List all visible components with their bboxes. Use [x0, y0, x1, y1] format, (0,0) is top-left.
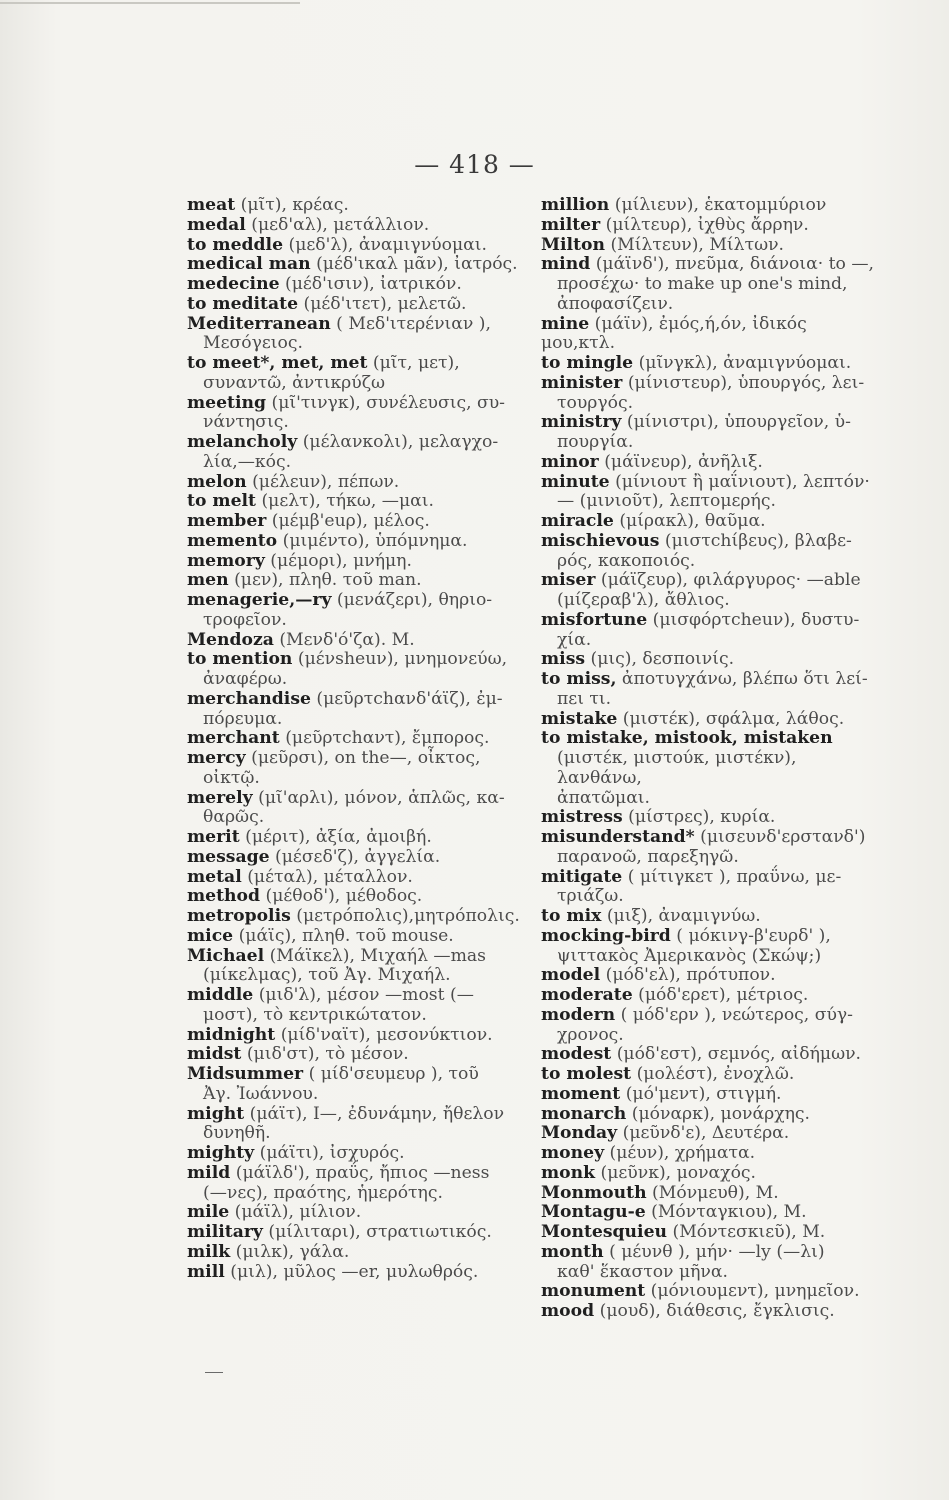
entry-headword: mischievous [541, 530, 660, 551]
entry-headword: mitigate [541, 866, 623, 887]
entry-definition: (μῖνγκλ), ἀναμιγνύομαι. [638, 353, 852, 373]
entry-headword: moderate [541, 985, 633, 1005]
entry-definition: (μῖ'τινγκ), συνέλευσις, συ- [271, 392, 505, 413]
entry-headword: Montagu-e [541, 1202, 646, 1223]
entry-definition: (μέμορι), μνήμη. [270, 550, 412, 571]
dictionary-entry [541, 1085, 881, 1105]
dictionary-entry [187, 315, 527, 355]
entry-headword: modest [541, 1044, 612, 1065]
entry-headword: Monday [541, 1123, 618, 1144]
entry-definition: (μισφόρτcheuν), δυστυ- [652, 609, 860, 630]
entry-continuation: πόρευμα. [203, 708, 283, 729]
entry-definition: (μέσεδ'ζ), ἀγγελία. [275, 846, 441, 867]
dictionary-entry [187, 729, 527, 749]
entry-definition: (μέλανκολι), μελαγχο- [302, 432, 499, 452]
entry-definition: (μῖτ), κρέας. [240, 195, 349, 215]
entry-headword: mood [541, 1301, 595, 1321]
dictionary-entry [541, 1184, 881, 1204]
entry-headword: Mediterranean [187, 313, 331, 334]
entry-headword: to mix [541, 906, 602, 926]
entry-continuation: — (μινιοῦτ), λεπτομερής. [557, 491, 776, 512]
dictionary-entry [541, 413, 881, 453]
dictionary-entry [187, 789, 527, 829]
entry-headword: medal [187, 214, 246, 235]
entry-definition: (Μόνταγκιου), Μ. [651, 1202, 807, 1223]
entry-definition: (μένsheuν), μνημονεύω, [297, 649, 508, 670]
entry-definition: ( Μεδ'ιτερένιαν ), [336, 313, 491, 334]
entry-headword: money [541, 1143, 605, 1163]
dictionary-entry [541, 315, 881, 355]
entry-definition: (μίνιστευρ), ὑπουργός, λει- [627, 372, 865, 393]
dictionary-entry [541, 650, 881, 670]
dictionary-entry [187, 1243, 527, 1263]
entry-headword: to mingle [541, 353, 634, 373]
entry-continuation: θαρῶς. [203, 807, 265, 828]
entry-continuation: χρονος. [557, 1024, 624, 1045]
entry-headword: Mendoza [187, 629, 274, 650]
dictionary-entry [541, 986, 881, 1006]
dictionary-entry [187, 828, 527, 848]
dictionary-entry [187, 512, 527, 532]
entry-headword: to miss, [541, 669, 617, 689]
dictionary-entry [541, 374, 881, 414]
dictionary-entry [541, 1223, 881, 1243]
entry-definition: ( μίτιγκετ ), πραΰνω, με- [627, 866, 842, 887]
entry-headword: metropolis [187, 906, 291, 926]
entry-definition: (μίλιταρι), στρατιωτικός. [268, 1222, 492, 1242]
entry-definition: (μόδ'εστ), σεμνός, αἰδήμων. [616, 1044, 862, 1065]
dictionary-entry [541, 453, 881, 473]
entry-headword: to meddle [187, 234, 284, 255]
entry-definition: (Μίλτευν), Μίλτων. [610, 234, 784, 255]
entry-continuation: προσέχω· to make up one's mind, [557, 274, 848, 294]
entry-continuation: ἀναφέρω. [203, 669, 288, 689]
entry-headword: minor [541, 451, 599, 472]
entry-headword: mild [187, 1162, 231, 1183]
dictionary-entry [187, 1223, 527, 1243]
entry-definition: (μις), δεσποινίς. [590, 649, 735, 670]
dictionary-entry [541, 1164, 881, 1184]
dictionary-entry [187, 907, 527, 927]
entry-continuation: ἀπατῶμαι. [557, 787, 651, 808]
entry-headword: mine [541, 313, 590, 334]
entry-headword: misunderstand* [541, 827, 695, 847]
dictionary-entry [541, 868, 881, 908]
entry-definition: (μίστρες), κυρία. [628, 807, 776, 828]
dictionary-entry [187, 473, 527, 493]
dictionary-entry [541, 216, 881, 236]
entry-headword: misfortune [541, 609, 648, 630]
entry-headword: mercy [187, 748, 246, 768]
entry-definition: ( μόδ'ερν ), νεώτερος, σύγ- [620, 1004, 853, 1025]
entry-headword: ministry [541, 412, 622, 433]
entry-headword: monarch [541, 1103, 627, 1124]
entry-definition: (μιδ'λ), μέσον —most (— [258, 985, 474, 1005]
entry-definition: (μόναρκ), μονάρχης. [631, 1103, 811, 1124]
entry-continuation: (μιστέκ, μιστούκ, μιστέκν), λανθάνω, [557, 748, 797, 788]
entry-definition: (μετρόπολις),μητρόπολις. [296, 906, 520, 926]
dictionary-entry [187, 1065, 527, 1105]
entry-definition: (μάϊζευρ), φιλάργυρος· —able [600, 570, 861, 591]
dictionary-entry [187, 650, 527, 690]
dictionary-entry [187, 947, 527, 987]
entry-definition: (Μόντεσκιεῦ), Μ. [672, 1222, 826, 1242]
dictionary-entry [541, 236, 881, 256]
entry-continuation: καθ' ἕκαστον μῆνα. [557, 1261, 728, 1282]
dictionary-entry [541, 927, 881, 967]
entry-headword: member [187, 511, 267, 531]
entry-continuation: τουργός. [557, 392, 634, 413]
entry-definition: (μιστέκ), σφάλμα, λάθος. [622, 708, 845, 729]
entry-definition: (μισευνδ'ερστανδ') [700, 827, 866, 847]
dictionary-entry [187, 927, 527, 947]
entry-headword: minister [541, 372, 623, 393]
entry-headword: milter [541, 214, 601, 235]
entry-headword: meat [187, 195, 236, 215]
dictionary-entry [187, 690, 527, 730]
dictionary-entry [187, 848, 527, 868]
entry-headword: message [187, 846, 270, 867]
entry-definition: (μάϊλδ'), πραΰς, ἤπιος —ness [235, 1162, 490, 1183]
entry-headword: midnight [187, 1024, 276, 1045]
entry-continuation: τροφεῖον. [203, 609, 287, 630]
entry-headword: to meditate [187, 293, 299, 314]
dictionary-entry [541, 966, 881, 986]
entry-definition: (Μενδ'ό'ζα). Μ. [279, 629, 415, 650]
dictionary-entry [187, 552, 527, 572]
dictionary-entry [187, 255, 527, 275]
entry-continuation: (μίζεραβ'λ), ἄθλιος. [557, 590, 730, 610]
entry-headword: mocking-bird [541, 925, 671, 946]
dictionary-entry [541, 1065, 881, 1085]
entry-definition: (μεῦρτchανδ'άϊζ), ἐμ- [316, 688, 503, 709]
entry-continuation: παρανοῶ, παρεξηγῶ. [557, 846, 739, 867]
entry-definition: (μεῦρτchαντ), ἔμπορος. [285, 728, 490, 749]
dictionary-entry [541, 473, 881, 513]
entry-definition: (μάϊνδ'), πνεῦμα, διάνοια· to —, [595, 254, 875, 275]
dictionary-entry [541, 907, 881, 927]
entry-definition: (μόνιουμεντ), μνημεῖον. [650, 1281, 860, 1302]
left-column [187, 196, 527, 1282]
entry-definition: (μίλτευρ), ἰχθὺς ἄρρην. [605, 214, 809, 235]
dictionary-entry [187, 196, 527, 216]
entry-headword: menagerie,—ry [187, 590, 332, 610]
entry-definition: (μέταλ), μέταλλον. [247, 866, 413, 887]
entry-definition: (μόδ'ελ), πρότυπον. [605, 965, 776, 986]
dictionary-entry [541, 196, 881, 216]
entry-definition: (μέριτ), ἀξία, ἀμοιβή. [245, 827, 432, 847]
entry-headword: medecine [187, 274, 280, 294]
entry-definition: (μάϊτι), ἰσχυρός. [259, 1143, 405, 1163]
dictionary-entry [187, 868, 527, 888]
dictionary-entry [187, 492, 527, 512]
entry-headword: military [187, 1222, 263, 1242]
entry-definition: ( μίδ'σευμευρ ), τοῦ [308, 1064, 479, 1084]
dictionary-entry [541, 611, 881, 651]
entry-headword: to mention [187, 649, 293, 670]
entry-definition: (μέυν), χρήματα. [609, 1143, 756, 1163]
top-edge-rule [0, 2, 300, 4]
entry-definition: (μιμέντο), ὑπόμνημα. [282, 530, 468, 551]
entry-continuation: πει τι. [557, 688, 612, 709]
dictionary-entry [541, 808, 881, 828]
dictionary-entry [187, 1203, 527, 1223]
entry-headword: melancholy [187, 432, 298, 452]
right-column [541, 196, 881, 1322]
dictionary-entry [541, 1203, 881, 1223]
entry-continuation: λία,—κός. [203, 451, 292, 472]
entry-definition: (μέδ'ικαλ μᾶν), ἰατρός. [316, 254, 518, 275]
entry-headword: method [187, 886, 261, 907]
entry-definition: (μάϊτ), I—, ἐδυνάμην, ἤθελον [249, 1103, 505, 1124]
entry-headword: memento [187, 530, 278, 551]
entry-definition: ( μόκινγ-β'ευρδ' ), [676, 925, 831, 946]
entry-definition: (μίρακλ), θαῦμα. [619, 511, 766, 531]
dictionary-entry [541, 710, 881, 730]
dictionary-entry [187, 295, 527, 315]
dictionary-entry [541, 729, 881, 808]
entry-headword: merchandise [187, 688, 311, 709]
entry-headword: monk [541, 1162, 596, 1183]
dictionary-entry [187, 571, 527, 591]
entry-definition: (μεῦνδ'ε), Δευτέρα. [622, 1123, 790, 1144]
entry-headword: meeting [187, 392, 267, 413]
dictionary-entry [187, 591, 527, 631]
entry-headword: merely [187, 787, 253, 808]
entry-definition: (μίνιστρι), ὑπουργεῖον, ὑ- [626, 412, 851, 433]
entry-headword: mighty [187, 1143, 255, 1163]
dictionary-entry [187, 275, 527, 295]
entry-definition: (Μάϊκελ), Μιχαήλ —mas [269, 945, 486, 966]
dictionary-entry [541, 1124, 881, 1144]
entry-definition: (μάϊν), ἐμός,ή,όν, ἰδικός μου,κτλ. [541, 313, 807, 354]
dictionary-entry [187, 216, 527, 236]
entry-definition: ἀποτυγχάνω, βλέπω ὅτι λεί- [621, 669, 868, 689]
entry-headword: Montesquieu [541, 1222, 668, 1242]
dictionary-entry [187, 1105, 527, 1145]
entry-headword: moment [541, 1083, 621, 1104]
entry-continuation: πουργία. [557, 432, 634, 452]
entry-headword: to mistake, mistook, mistaken [541, 728, 833, 749]
dictionary-entry [187, 354, 527, 394]
dictionary-entry [541, 354, 881, 374]
entry-headword: model [541, 965, 601, 986]
entry-continuation: τριάζω. [557, 886, 624, 907]
entry-headword: miss [541, 649, 586, 670]
entry-headword: Milton [541, 234, 605, 255]
entry-definition: (μέλεuν), πέπων. [252, 471, 400, 492]
entry-definition: ( μέυνθ ), μήν· —ly (—λι) [609, 1241, 825, 1262]
entry-definition: (μάϊς), πληθ. τοῦ mouse. [238, 925, 454, 946]
dictionary-entry [187, 433, 527, 473]
dictionary-entry [187, 1026, 527, 1046]
entry-definition: (μέδ'ιτετ), μελετῶ. [303, 293, 467, 314]
entry-headword: mind [541, 254, 591, 275]
entry-definition: (μεδ'αλ), μετάλλιον. [251, 214, 430, 235]
entry-headword: mill [187, 1261, 225, 1282]
entry-headword: mile [187, 1202, 230, 1223]
entry-continuation: χία. [557, 629, 592, 650]
dictionary-entry [541, 670, 881, 710]
entry-headword: modern [541, 1004, 616, 1025]
entry-headword: men [187, 570, 229, 591]
entry-definition: (μέδ'ισιν), ἰατρικόν. [284, 274, 462, 294]
entry-headword: miracle [541, 511, 614, 531]
entry-headword: to meet*, met, met [187, 353, 368, 373]
entry-headword: Monmouth [541, 1182, 647, 1203]
entry-continuation: Ἀγ. Ἰωάννου. [203, 1083, 319, 1104]
entry-continuation: ψιττακὸς Ἀμερικανὸς (Σκώψ;) [557, 945, 822, 966]
dictionary-entry [187, 532, 527, 552]
entry-headword: to melt [187, 491, 256, 512]
entry-definition: (μολέστ), ἐνοχλῶ. [636, 1064, 795, 1084]
entry-headword: month [541, 1241, 604, 1262]
entry-definition: (μεῦρσι), on the—, οἶκτος, [251, 748, 481, 768]
entry-headword: milk [187, 1241, 231, 1262]
entry-definition: (μῖτ, μετ), [372, 353, 460, 373]
entry-headword: medical man [187, 254, 311, 275]
entry-continuation: δυνηθῆ. [203, 1123, 271, 1144]
page-number: — 418 — [414, 150, 535, 179]
entry-definition: (μουδ), διάθεσις, ἔγκλισις. [599, 1301, 835, 1321]
entry-headword: miser [541, 570, 596, 591]
entry-headword: mice [187, 925, 234, 946]
entry-headword: might [187, 1103, 245, 1124]
entry-headword: merchant [187, 728, 280, 749]
entry-continuation: νάντησις. [203, 412, 289, 433]
entry-definition: (μεδ'λ), ἀναμιγνύομαι. [288, 234, 487, 255]
entry-continuation: συναντῶ, ἀντικρύζω [203, 372, 386, 393]
entry-continuation: (—νες), πραότης, ἡμερότης. [203, 1182, 443, 1203]
dictionary-entry [187, 236, 527, 256]
dictionary-entry [187, 986, 527, 1026]
dictionary-entry [541, 828, 881, 868]
entry-definition: (μιδ'στ), τὸ μέσον. [246, 1044, 409, 1065]
entry-headword: midst [187, 1044, 242, 1065]
entry-headword: minute [541, 471, 610, 492]
dictionary-entry [187, 1144, 527, 1164]
dictionary-entry [541, 532, 881, 572]
entry-definition: (μενάζερι), θηριο- [336, 590, 493, 610]
entry-headword: monument [541, 1281, 646, 1302]
entry-headword: million [541, 195, 610, 215]
entry-headword: memory [187, 550, 265, 571]
entry-definition: (μάϊνευρ), ἀνῆλιξ. [604, 451, 763, 472]
entry-definition: (μεῦνκ), μοναχός. [600, 1162, 757, 1183]
entry-definition: (μιξ), ἀναμιγνύω. [606, 906, 761, 926]
entry-headword: middle [187, 985, 254, 1005]
entry-continuation: οἰκτῷ. [203, 767, 260, 788]
entry-definition: (μελτ), τήκω, —μαι. [261, 491, 434, 512]
dictionary-entry [187, 1263, 527, 1283]
dictionary-entry [541, 571, 881, 611]
dictionary-entry [187, 749, 527, 789]
entry-definition: (μεν), πληθ. τοῦ man. [234, 570, 422, 591]
entry-definition: (μιστchίβευς), βλαβε- [664, 530, 852, 551]
entry-headword: mistress [541, 807, 623, 828]
entry-headword: mistake [541, 708, 618, 729]
entry-definition: (Μόνμευθ), Μ. [652, 1182, 779, 1203]
entry-definition: (μίδ'ναϊτ), μεσονύκτιον. [280, 1024, 493, 1045]
entry-continuation: ρός, κακοποιός. [557, 550, 696, 571]
entry-definition: (μίνιουτ ἢ μαΐνιουτ), λεπτόν· [615, 471, 870, 492]
dictionary-entry [541, 1105, 881, 1125]
entry-definition: (μῖ'αρλι), μόνον, ἁπλῶς, κα- [258, 787, 505, 808]
entry-definition: (μίλιευν), ἑκατομμύριον [614, 195, 827, 215]
dictionary-entry [187, 394, 527, 434]
entry-headword: to molest [541, 1064, 632, 1084]
dictionary-entry [541, 512, 881, 532]
entry-definition: (μάϊλ), μίλιον. [234, 1202, 362, 1223]
entry-definition: (μέθοδ'), μέθοδος. [265, 886, 423, 907]
dictionary-entry [187, 1045, 527, 1065]
dictionary-entry [187, 1164, 527, 1204]
entry-headword: merit [187, 827, 240, 847]
dictionary-entry [541, 1302, 881, 1322]
entry-headword: Michael [187, 945, 265, 966]
dictionary-entry [541, 1006, 881, 1046]
dictionary-entry [187, 887, 527, 907]
dictionary-entry [541, 255, 881, 314]
entry-continuation: μοστ), τὸ κεντρικώτατον. [203, 1004, 427, 1025]
dictionary-entry [187, 631, 527, 651]
entry-continuation: (μίκελμας), τοῦ Ἀγ. Μιχαήλ. [203, 965, 451, 986]
entry-continuation: Μεσόγειος. [203, 333, 303, 354]
dictionary-entry [541, 1243, 881, 1283]
entry-definition: (μιλ), μῦλος —er, μυλωθρός. [230, 1261, 479, 1282]
entry-headword: Midsummer [187, 1064, 304, 1084]
entry-definition: (μόδ'ερετ), μέτριος. [638, 985, 809, 1005]
dictionary-entry [541, 1144, 881, 1164]
dictionary-entry [541, 1045, 881, 1065]
bottom-dash [205, 1372, 223, 1373]
dictionary-entry [541, 1282, 881, 1302]
entry-headword: metal [187, 866, 242, 887]
entry-definition: (μό'μεντ), στιγμή. [625, 1083, 782, 1104]
entry-definition: (μέμβ'euρ), μέλος. [271, 511, 430, 531]
entry-definition: (μιλκ), γάλα. [235, 1241, 350, 1262]
entry-headword: melon [187, 471, 247, 492]
entry-continuation: ἀποφασίζειν. [557, 293, 674, 314]
